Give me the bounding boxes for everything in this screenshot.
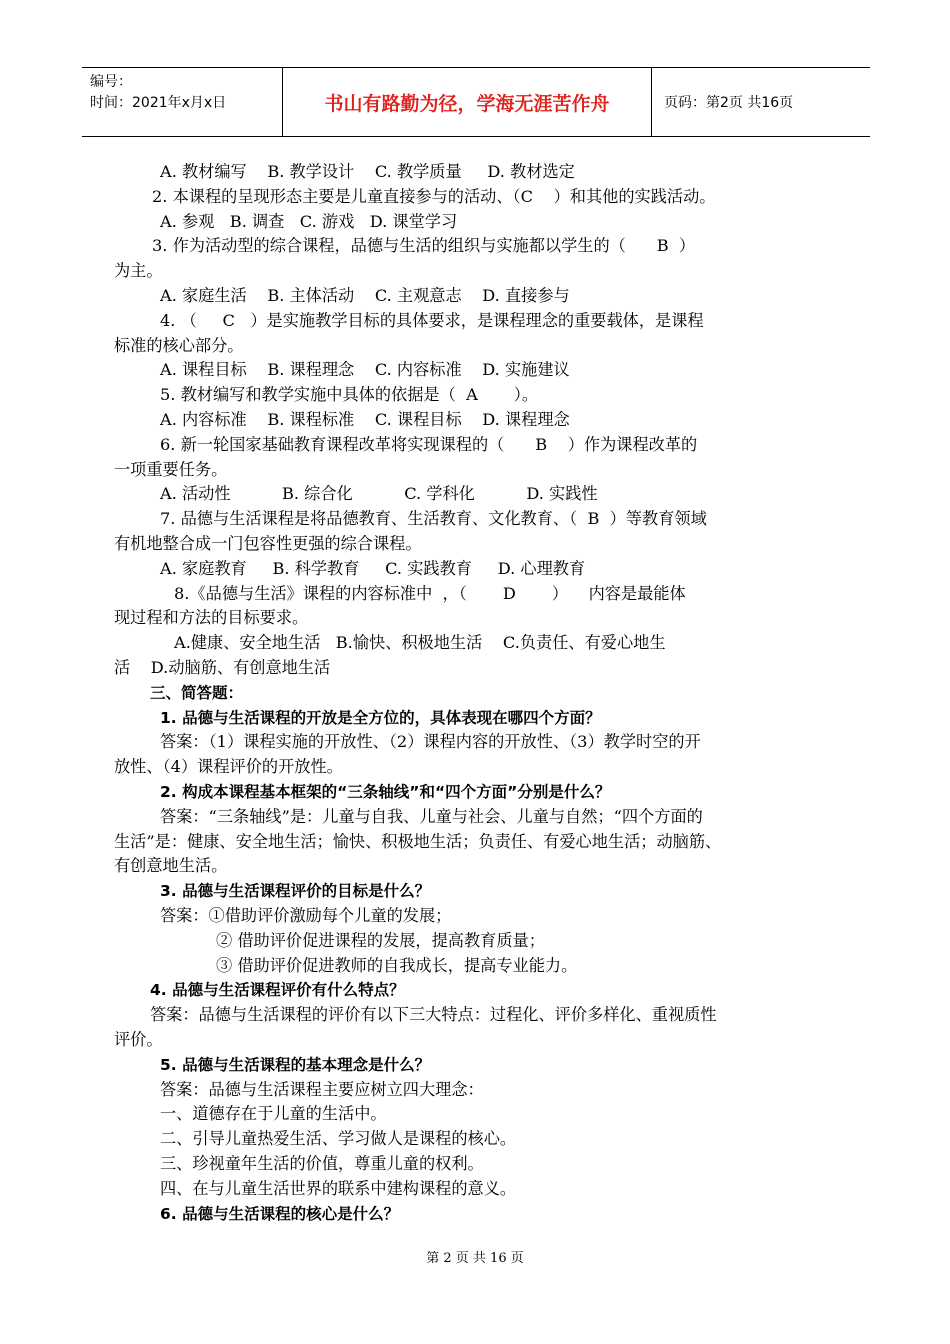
header-page-number: 页码：第2页 共16页 [664, 95, 794, 111]
text-line: 3. 作为活动型的综合课程，品德与生活的组织与实施都以学生的（ B ） [152, 236, 696, 256]
text-line: 评价。 [114, 1030, 163, 1049]
question-heading: 三、简答题： [150, 683, 244, 702]
page-footer: 第 2 页 共 16 页 [426, 1251, 524, 1266]
text-line: 4. （ C ）是实施教学目标的具体要求，是课程理念的重要载体，是课程 [160, 310, 704, 330]
text-line: ② 借助评价促进课程的发展，提高教育质量； [216, 930, 545, 950]
text-line: 8.《品德与生活》课程的内容标准中 ，（ D ） 内容是最能体 [174, 583, 686, 603]
text-line: 一、道德存在于儿童的生活中。 [160, 1104, 387, 1124]
text-line: 答案：品德与生活课程的评价有以下三大特点：过程化、评价多样化、重视质性 [150, 1005, 717, 1025]
question-heading: 6. 品德与生活课程的核心是什么？ [160, 1204, 400, 1223]
question-heading: 3. 品德与生活课程评价的目标是什么？ [160, 882, 431, 901]
text-line: 2. 本课程的呈现形态主要是儿童直接参与的活动、（C ）和其他的实践活动。 [152, 186, 716, 206]
text-line: 有创意地生活。 [114, 856, 228, 876]
text-line: A. 活动性 B. 综合化 C. 学科化 D. 实践性 [160, 484, 598, 504]
text-line: A. 家庭生活 B. 主体活动 C. 主观意志 D. 直接参与 [160, 286, 570, 305]
serial-label: 编号： [90, 74, 132, 90]
page-header [82, 67, 870, 137]
text-line: 6. 新一轮国家基础教育课程改革将实现课程的（ B ）作为课程改革的 [160, 434, 698, 454]
text-line: 7. 品德与生活课程是将品德教育、生活教育、文化教育、（ B ）等教育领域 [160, 509, 707, 529]
text-line: A.健康、安全地生活 B.愉快、积极地生活 C.负责任、有爱心地生 [174, 633, 666, 653]
question-heading: 1. 品德与生活课程的开放是全方位的，具体表现在哪四个方面？ [160, 708, 601, 727]
question-heading: 2. 构成本课程基本框架的“三条轴线”和“四个方面”分别是什么？ [160, 783, 611, 801]
text-line: 现过程和方法的目标要求。 [114, 608, 309, 628]
text-line: A. 教材编写 B. 教学设计 C. 教学质量 D. 教材选定 [160, 162, 575, 181]
text-line: 答案：品德与生活课程主要应树立四大理念： [160, 1079, 484, 1099]
text-line: A. 内容标准 B. 课程标准 C. 课程目标 D. 课程理念 [160, 410, 570, 429]
text-line: 5. 教材编写和教学实施中具体的依据是（ A ）。 [160, 385, 539, 405]
text-line: 答案：（1）课程实施的开放性、（2）课程内容的开放性、（3）教学时空的开 [160, 732, 701, 752]
text-line: 有机地整合成一门包容性更强的综合课程。 [114, 534, 422, 553]
text-line: ③ 借助评价促进教师的自我成长，提高专业能力。 [216, 955, 578, 975]
text-line: 答案：①借助评价激励每个儿童的发展； [160, 906, 452, 925]
text-line: 二、引导儿童热爱生活、学习做人是课程的核心。 [160, 1129, 517, 1149]
text-line: A. 课程目标 B. 课程理念 C. 内容标准 D. 实施建议 [160, 360, 570, 380]
text-line: 活 D.动脑筋、有创意地生活 [114, 658, 331, 677]
text-line: 放性、（4）课程评价的开放性。 [114, 757, 343, 777]
text-line: 生活”是：健康、安全地生活；愉快、积极地生活；负责任、有爱心地生活；动脑筋、 [114, 831, 722, 851]
text-line: 一项重要任务。 [114, 459, 228, 479]
time-label: 时间：2021年x月x日 [90, 95, 227, 111]
text-line: A. 家庭教育 B. 科学教育 C. 实践教育 D. 心理教育 [160, 558, 586, 578]
text-line: 标准的核心部分。 [114, 335, 244, 355]
question-heading: 5. 品德与生活课程的基本理念是什么？ [160, 1055, 431, 1074]
text-line: 四、在与儿童生活世界的联系中建构课程的意义。 [160, 1178, 517, 1198]
question-heading: 4. 品德与生活课程评价有什么特点？ [150, 981, 405, 1000]
header-meta [82, 68, 282, 136]
text-line: 答案：“三条轴线”是：儿童与自我、儿童与社会、儿童与自然；“四个方面的 [160, 806, 703, 826]
text-line: 为主。 [114, 261, 163, 281]
text-line: A. 参观 B. 调查 C. 游戏 D. 课堂学习 [160, 211, 458, 231]
text-line: 三、珍视童年生活的价值，尊重儿童的权利。 [160, 1154, 484, 1173]
header-motto: 书山有路勤为径，学海无涯苦作舟 [282, 68, 652, 136]
